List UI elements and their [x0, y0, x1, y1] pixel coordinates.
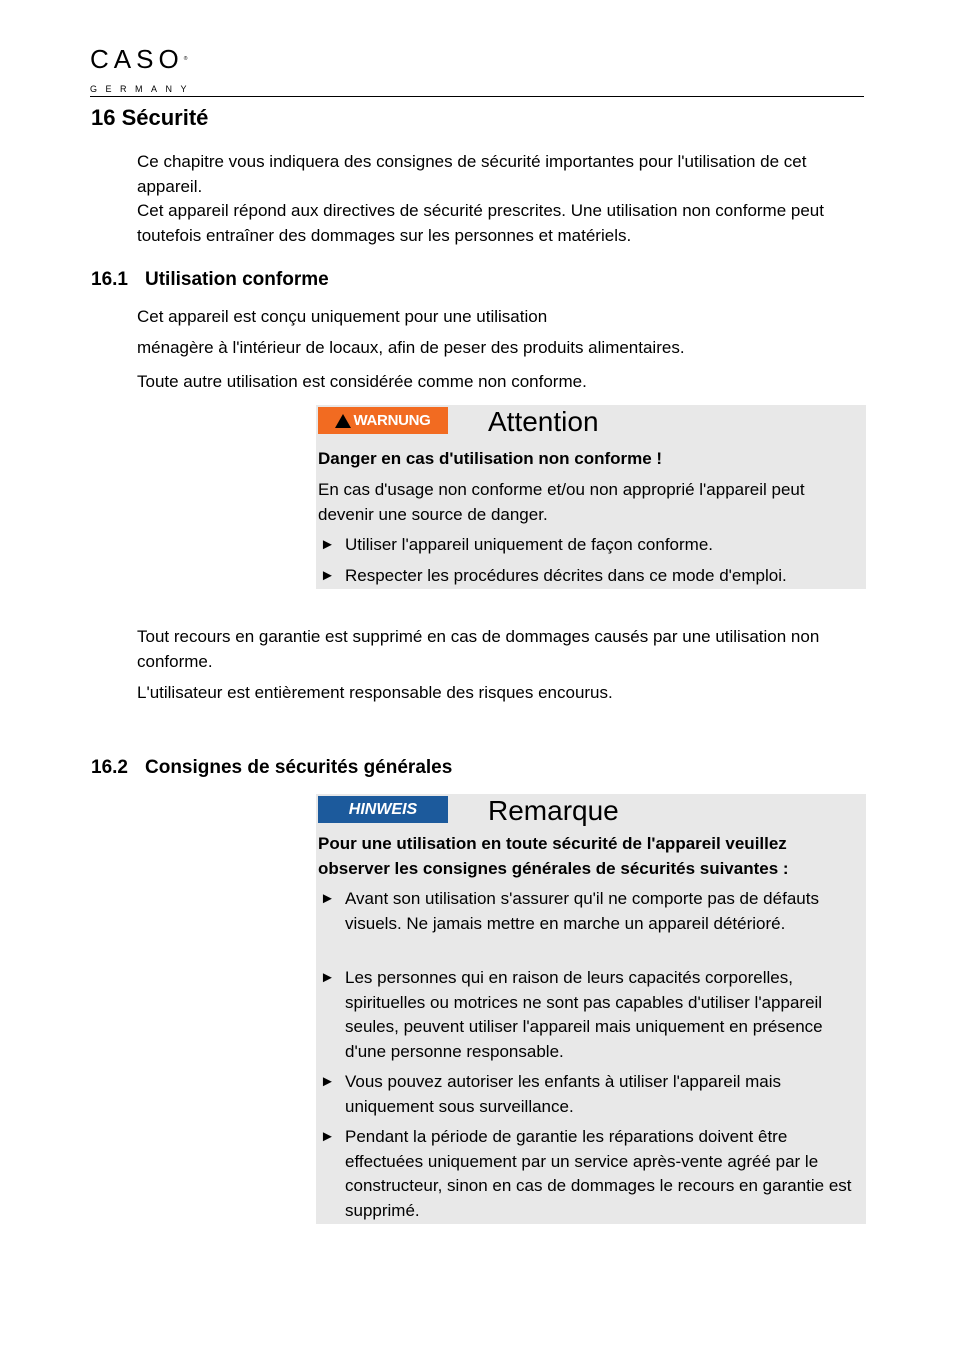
- note-bullet: ► Pendant la période de garantie les réparations doivent être effectuées uniquement par un service après-vente agréé par le constructeur, sinon en cas de dommages le recours en garantie est supprimé.: [320, 1127, 852, 1220]
- note-box: [316, 794, 866, 1224]
- s1-paragraph-3: Toute autre utilisation est considérée comme non conforme.: [137, 372, 587, 391]
- warning-subtitle: Danger en cas d'utilisation non conforme !: [318, 449, 663, 468]
- section-heading-16-2: 16.2 Consignes de sécurités générales: [91, 757, 453, 778]
- bullet-arrow-icon: ►: [320, 890, 335, 907]
- note-bullet: ► Avant son utilisation s'assurer qu'il ne comporte pas de défauts visuels. Ne jamais mettre en marche un appareil détérioré.: [320, 889, 819, 933]
- header-rule: [90, 96, 864, 97]
- intro-paragraph-2: Cet appareil répond aux directives de sécurité prescrites. Une utilisation non conforme peut toutefois entraîner des dommages sur les personnes et matériels.: [137, 201, 824, 245]
- note-bullet: ► Vous pouvez autoriser les enfants à utiliser l'appareil mais uniquement sous surveillance.: [320, 1072, 782, 1116]
- s1-paragraph-5: L'utilisateur est entièrement responsable des risques encourus.: [137, 683, 613, 702]
- page-title: 16 Sécurité: [91, 105, 209, 130]
- s1-paragraph-2: ménagère à l'intérieur de locaux, afin de peser des produits alimentaires.: [137, 338, 685, 357]
- warning-text: En cas d'usage non conforme et/ou non approprié l'appareil peut devenir une source de danger.: [318, 480, 805, 524]
- bullet-arrow-icon: ►: [320, 969, 335, 986]
- warning-bullet: ► Respecter les procédures décrites dans ce mode d'emploi.: [318, 564, 864, 589]
- warning-bullet: ► Utiliser l'appareil uniquement de façon conforme.: [318, 533, 864, 558]
- bullet-arrow-icon: ►: [320, 567, 335, 584]
- note-bullet: ► Les personnes qui en raison de leurs capacités corporelles, spirituelles ou motrices ne sont pas capables d'utiliser l'appareil seules, peuvent utiliser l'appareil mais uniquement en présence d'une personne responsable.: [320, 968, 823, 1061]
- section-heading-16-1: 16.1 Utilisation conforme: [91, 269, 329, 290]
- bullet-arrow-icon: ►: [320, 536, 335, 553]
- logo-word: CASO®: [90, 44, 188, 74]
- bullet-arrow-icon: ►: [320, 1128, 335, 1145]
- brand-logo: [90, 46, 200, 96]
- intro-paragraph-1: Ce chapitre vous indiquera des consignes de sécurité importantes pour l'utilisation de cet appareil.: [137, 152, 807, 196]
- bullet-arrow-icon: ►: [320, 1073, 335, 1090]
- note-title: Remarque: [488, 795, 619, 826]
- note-badge: HINWEIS: [318, 796, 448, 823]
- warning-title: Attention: [488, 406, 599, 437]
- warning-box: [316, 405, 866, 589]
- warning-badge: WARNUNG: [318, 407, 448, 434]
- logo-subtitle: GERMANY: [90, 84, 196, 94]
- s1-paragraph-4: Tout recours en garantie est supprimé en cas de dommages causés par une utilisation non conforme.: [137, 627, 820, 671]
- note-subtitle: Pour une utilisation en toute sécurité de l'appareil veuillez observer les consignes générales de sécurités suivantes :: [318, 834, 789, 878]
- s1-paragraph-1: Cet appareil est conçu uniquement pour une utilisation: [137, 307, 548, 326]
- warning-triangle-icon: [335, 414, 351, 428]
